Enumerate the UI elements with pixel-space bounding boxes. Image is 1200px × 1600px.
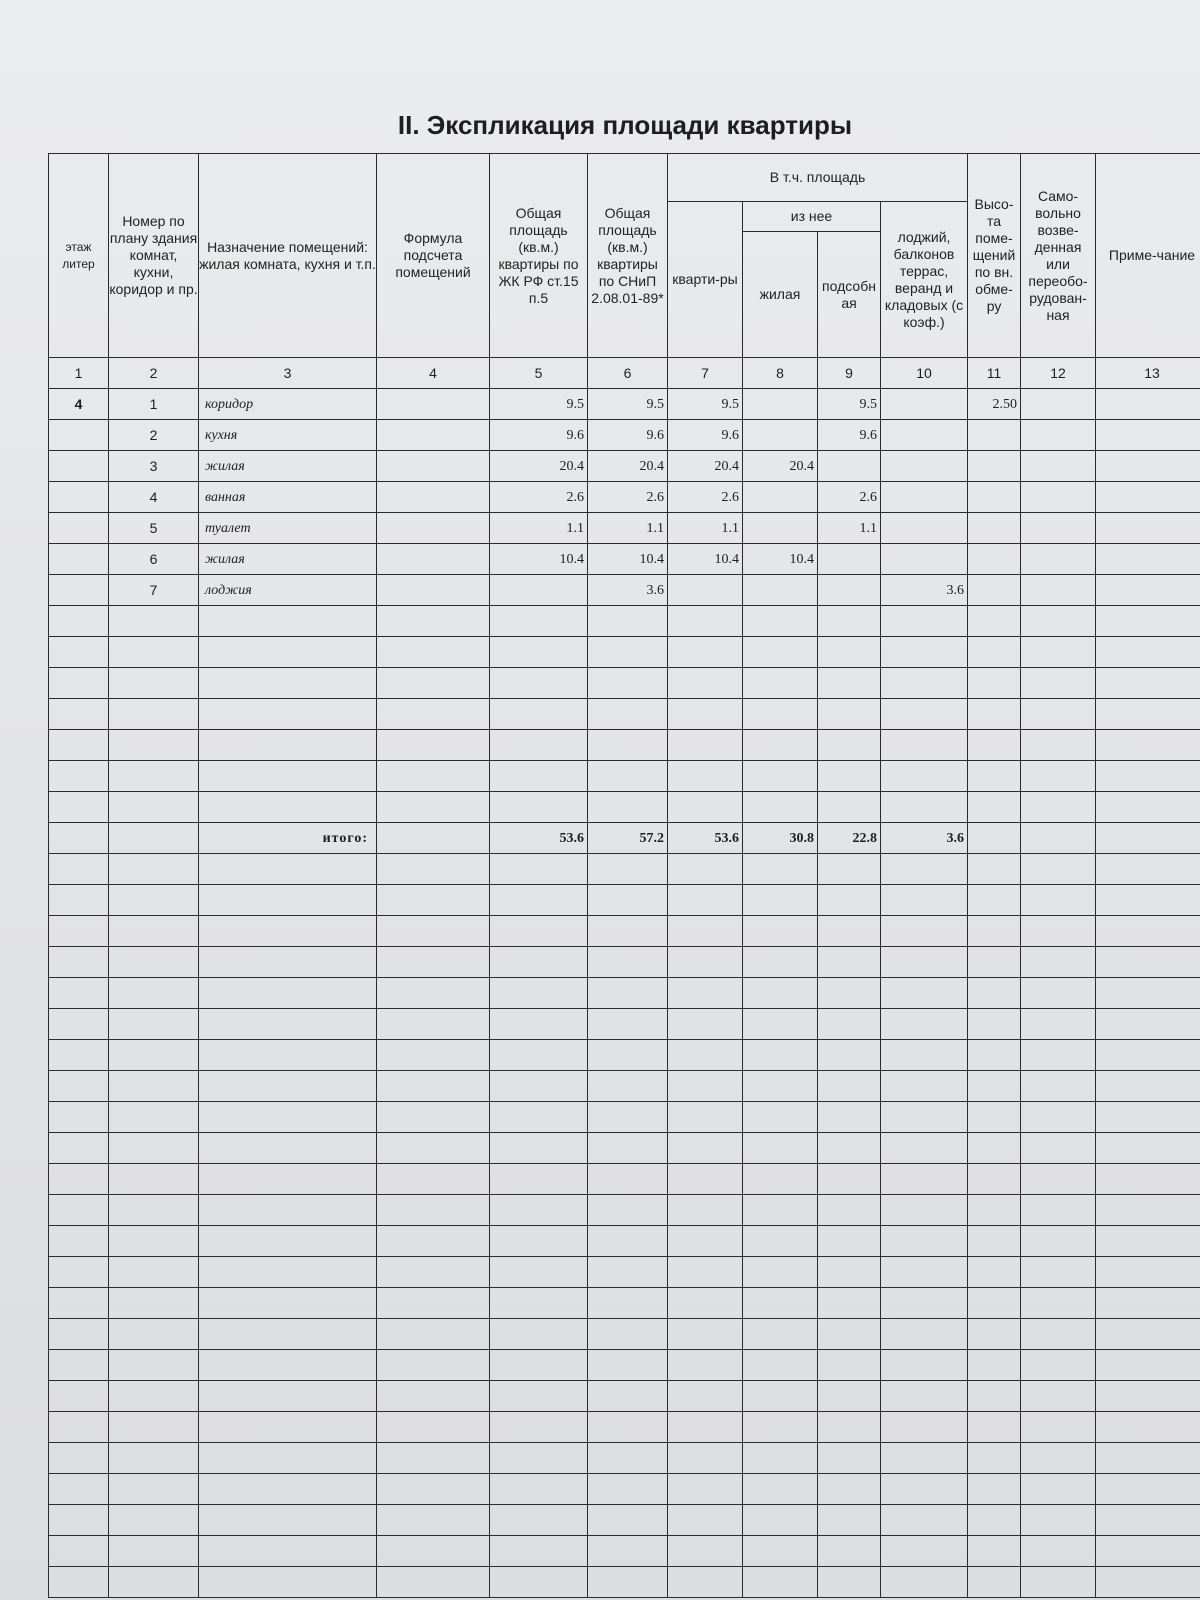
document-title: II. Экспликация площади квартиры [397, 110, 853, 140]
table-cell: 2.6 [588, 482, 668, 513]
header-height: Высо-та поме-щений по вн. обме-ру [968, 154, 1021, 358]
table-cell: 4 [109, 482, 199, 513]
column-number: 3 [199, 358, 377, 389]
column-number: 5 [490, 358, 588, 389]
table-cell: 9.5 [490, 389, 588, 420]
table-cell [1021, 544, 1096, 575]
empty-row [49, 1474, 1200, 1505]
header-formula: Формула подсчета помещений [377, 154, 490, 358]
empty-row [49, 637, 1200, 668]
table-cell [881, 420, 968, 451]
table-cell [49, 575, 109, 606]
table-cell [743, 482, 818, 513]
total-row [49, 823, 1200, 854]
column-number: 8 [743, 358, 818, 389]
table-cell: 3.6 [588, 575, 668, 606]
header-unauthorized: Само-вольно возве-денная или переобо-рудован-ная [1021, 154, 1096, 358]
explication-table [48, 153, 1200, 1598]
table-cell: лоджия [199, 575, 377, 606]
table-cell [881, 482, 968, 513]
table-cell [1021, 420, 1096, 451]
table-cell [743, 575, 818, 606]
header-incl-area: В т.ч. площадь [668, 154, 968, 202]
table-cell: жилая [199, 544, 377, 575]
header-total-area-snip: Общая площадь (кв.м.) квартиры по СНиП 2.08.01-89* [588, 154, 668, 358]
total-value: 3.6 [881, 823, 968, 854]
empty-row [49, 1288, 1200, 1319]
header-plan-number: Номер по плану здания комнат, кухни, коридор и пр. [109, 154, 199, 358]
column-number: 1 [49, 358, 109, 389]
empty-row [49, 1102, 1200, 1133]
table-cell: 1 [109, 389, 199, 420]
table-cell: 2.6 [490, 482, 588, 513]
table-cell [1021, 451, 1096, 482]
table-cell [49, 513, 109, 544]
table-cell: 1.1 [588, 513, 668, 544]
total-value: 53.6 [668, 823, 743, 854]
table-cell: 9.5 [818, 389, 881, 420]
table-cell: туалет [199, 513, 377, 544]
table-cell [968, 513, 1021, 544]
table-cell [1021, 513, 1096, 544]
table-cell: 1.1 [818, 513, 881, 544]
column-number: 9 [818, 358, 881, 389]
table-cell: 6 [109, 544, 199, 575]
table-cell [377, 575, 490, 606]
table-cell: ванная [199, 482, 377, 513]
table-cell: 20.4 [668, 451, 743, 482]
table-cell: 5 [109, 513, 199, 544]
table-row [49, 544, 1200, 575]
table-cell: 9.6 [490, 420, 588, 451]
empty-row [49, 730, 1200, 761]
header-loggias: лоджий, балконов террас, веранд и кладовых (с коэф.) [881, 202, 968, 358]
column-number: 4 [377, 358, 490, 389]
column-number: 7 [668, 358, 743, 389]
total-value: 30.8 [743, 823, 818, 854]
table-cell [1096, 482, 1200, 513]
column-number: 2 [109, 358, 199, 389]
table-cell [968, 575, 1021, 606]
empty-row [49, 1505, 1200, 1536]
column-numbers-row [49, 358, 1200, 389]
empty-row [49, 1009, 1200, 1040]
table-cell [881, 451, 968, 482]
table-cell [377, 482, 490, 513]
table-cell: 2 [109, 420, 199, 451]
table-cell: 10.4 [490, 544, 588, 575]
header-note: Приме-чание [1096, 154, 1200, 358]
table-cell [49, 482, 109, 513]
table-cell: 9.6 [668, 420, 743, 451]
table-cell [1096, 389, 1200, 420]
header-living: жилая [743, 232, 818, 358]
table-cell: 20.4 [743, 451, 818, 482]
empty-row [49, 978, 1200, 1009]
table-cell: 1.1 [668, 513, 743, 544]
table-cell [377, 544, 490, 575]
table-cell: 10.4 [668, 544, 743, 575]
column-number: 12 [1021, 358, 1096, 389]
empty-row [49, 1133, 1200, 1164]
table-cell [49, 544, 109, 575]
empty-row [49, 1226, 1200, 1257]
table-cell [743, 420, 818, 451]
empty-row [49, 1164, 1200, 1195]
empty-row [49, 1412, 1200, 1443]
column-number: 6 [588, 358, 668, 389]
table-cell: 2.6 [668, 482, 743, 513]
table-cell: жилая [199, 451, 377, 482]
empty-row [49, 1381, 1200, 1412]
table-cell [1096, 420, 1200, 451]
table-cell [377, 389, 490, 420]
table-row [49, 513, 1200, 544]
table-cell [818, 575, 881, 606]
column-number: 10 [881, 358, 968, 389]
table-cell [490, 575, 588, 606]
total-value: 53.6 [490, 823, 588, 854]
table-cell: 2.50 [968, 389, 1021, 420]
table-cell [818, 544, 881, 575]
table-cell: 20.4 [490, 451, 588, 482]
table-cell [1021, 575, 1096, 606]
table-cell: 1.1 [490, 513, 588, 544]
table-cell: 2.6 [818, 482, 881, 513]
empty-row [49, 761, 1200, 792]
table-cell [968, 420, 1021, 451]
empty-row [49, 1257, 1200, 1288]
table-cell: 4 [49, 389, 109, 420]
table-cell: 9.6 [588, 420, 668, 451]
table-cell: 7 [109, 575, 199, 606]
table-cell: 9.5 [668, 389, 743, 420]
table-cell [668, 575, 743, 606]
header-purpose: Назначение помещений: жилая комната, кухня и т.п. [199, 154, 377, 358]
empty-row [49, 1536, 1200, 1567]
table-cell [818, 451, 881, 482]
table-cell [377, 420, 490, 451]
table-cell: 9.5 [588, 389, 668, 420]
empty-row [49, 1319, 1200, 1350]
header-of-which: из нее [743, 202, 881, 232]
table-cell [1096, 544, 1200, 575]
table-cell: 20.4 [588, 451, 668, 482]
empty-row [49, 606, 1200, 637]
table-cell [968, 544, 1021, 575]
empty-row [49, 1350, 1200, 1381]
table-cell: 10.4 [743, 544, 818, 575]
table-cell [968, 482, 1021, 513]
table-cell [743, 389, 818, 420]
table-row [49, 482, 1200, 513]
table-cell [49, 451, 109, 482]
empty-row [49, 854, 1200, 885]
header-total-area-zhk: Общая площадь (кв.м.) квартиры по ЖК РФ ст.15 п.5 [490, 154, 588, 358]
column-number: 11 [968, 358, 1021, 389]
table-cell [881, 389, 968, 420]
header-apartment: кварти-ры [668, 202, 743, 358]
table-cell: кухня [199, 420, 377, 451]
table-cell [49, 420, 109, 451]
total-value: 22.8 [818, 823, 881, 854]
table-row [49, 389, 1200, 420]
table-cell [1096, 513, 1200, 544]
table-cell [1021, 389, 1096, 420]
empty-row [49, 792, 1200, 823]
empty-row [49, 916, 1200, 947]
table-cell [1096, 451, 1200, 482]
empty-row [49, 1040, 1200, 1071]
empty-row [49, 668, 1200, 699]
header-utility: подсобн ая [818, 232, 881, 358]
table-cell [881, 544, 968, 575]
table-cell [968, 451, 1021, 482]
table-cell: 9.6 [818, 420, 881, 451]
header-floor: этаж литер [49, 154, 109, 358]
table-cell [377, 451, 490, 482]
table-cell [1096, 575, 1200, 606]
table-cell [1021, 482, 1096, 513]
total-value: 57.2 [588, 823, 668, 854]
table-cell: 3 [109, 451, 199, 482]
empty-row [49, 1195, 1200, 1226]
table-row [49, 575, 1200, 606]
empty-row [49, 1567, 1200, 1598]
empty-row [49, 1443, 1200, 1474]
table-cell: 3.6 [881, 575, 968, 606]
table-cell [743, 513, 818, 544]
table-cell [377, 513, 490, 544]
table-row [49, 420, 1200, 451]
column-number: 13 [1096, 358, 1200, 389]
table-cell: 10.4 [588, 544, 668, 575]
empty-row [49, 699, 1200, 730]
table-cell: коридор [199, 389, 377, 420]
table-row [49, 451, 1200, 482]
empty-row [49, 1071, 1200, 1102]
empty-row [49, 947, 1200, 978]
table-cell [881, 513, 968, 544]
empty-row [49, 885, 1200, 916]
total-label: итого: [199, 823, 377, 854]
